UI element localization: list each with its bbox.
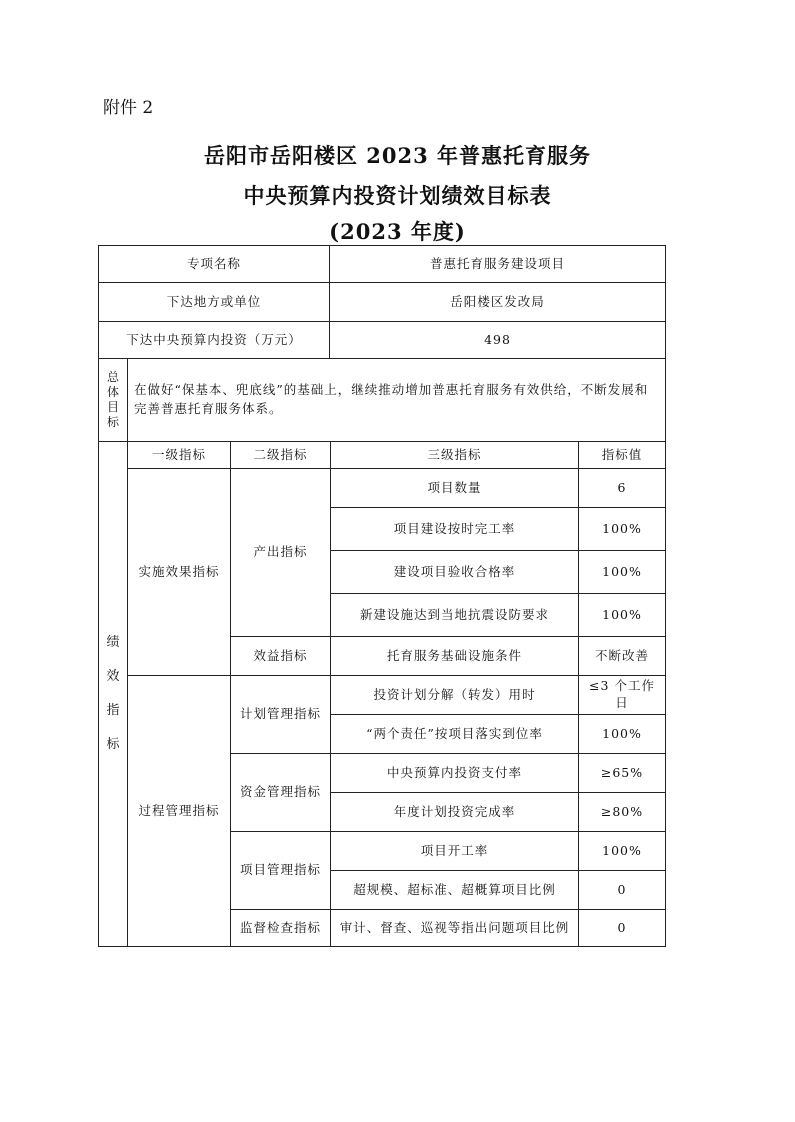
performance-target-table — [98, 245, 666, 947]
indicators-side-label — [98, 441, 128, 947]
header-level1: 一级指标 — [127, 441, 231, 469]
title-line-3: (2023 年度) — [329, 219, 466, 244]
indicator-value: 0 — [578, 870, 666, 910]
investment-label: 下达中央预算内投资（万元） — [98, 321, 330, 359]
indicator-name: 托育服务基础设施条件 — [330, 636, 579, 676]
investment-value: 498 — [329, 321, 666, 359]
indicator-name: 建设项目验收合格率 — [330, 550, 579, 594]
unit-value: 岳阳楼区发改局 — [329, 282, 666, 322]
indicator-name: 审计、督查、巡视等指出问题项目比例 — [330, 909, 579, 947]
indicator-name: 项目建设按时完工率 — [330, 507, 579, 551]
indicators-label-char: 效 — [106, 669, 120, 685]
group-output: 产出指标 — [230, 468, 331, 637]
title-line-1: 岳阳市岳阳楼区 2023 年普惠托育服务 — [203, 143, 592, 168]
indicator-name: 新建设施达到当地抗震设防要求 — [330, 593, 579, 637]
header-level3: 三级指标 — [330, 441, 579, 469]
indicator-value: 6 — [578, 468, 666, 508]
indicator-value: 100% — [578, 507, 666, 551]
project-name-value: 普惠托育服务建设项目 — [329, 245, 666, 283]
indicator-value: ≤3 个工作日 — [578, 675, 666, 715]
indicator-name: 项目开工率 — [330, 831, 579, 871]
indicator-value: 0 — [578, 909, 666, 947]
indicator-value: ≥65% — [578, 753, 666, 793]
indicator-name: 投资计划分解（转发）用时 — [330, 675, 579, 715]
indicator-value: 100% — [578, 593, 666, 637]
indicator-name: 年度计划投资完成率 — [330, 792, 579, 832]
indicators-label-char: 标 — [106, 736, 120, 752]
goal-text: 在做好“保基本、兜底线”的基础上，继续推动增加普惠托育服务有效供给，不断发展和完善普惠托育服务体系。 — [127, 358, 666, 442]
indicator-value: 不断改善 — [578, 636, 666, 676]
group-process-management: 过程管理指标 — [127, 675, 231, 947]
indicator-value: 100% — [578, 714, 666, 754]
indicator-name: “两个责任”按项目落实到位率 — [330, 714, 579, 754]
goal-label-char: 目 — [106, 400, 119, 414]
group-fund-management: 资金管理指标 — [230, 753, 331, 832]
group-supervision: 监督检查指标 — [230, 909, 331, 947]
group-project-management: 项目管理指标 — [230, 831, 331, 910]
indicator-value: 100% — [578, 831, 666, 871]
header-level2: 二级指标 — [230, 441, 331, 469]
group-plan-management: 计划管理指标 — [230, 675, 331, 754]
group-implementation-effect: 实施效果指标 — [127, 468, 231, 676]
group-benefit: 效益指标 — [230, 636, 331, 676]
indicator-name: 项目数量 — [330, 468, 579, 508]
goal-label-char: 体 — [106, 385, 119, 399]
project-name-label: 专项名称 — [98, 245, 330, 283]
indicator-value: 100% — [578, 550, 666, 594]
unit-label: 下达地方或单位 — [98, 282, 330, 322]
goal-label-char: 标 — [106, 415, 119, 429]
indicators-label-char: 指 — [106, 703, 120, 718]
header-value: 指标值 — [578, 441, 666, 469]
indicator-name: 中央预算内投资支付率 — [330, 753, 579, 793]
goal-label — [98, 358, 128, 442]
indicator-name: 超规模、超标准、超概算项目比例 — [330, 870, 579, 910]
goal-label-char: 总 — [106, 370, 119, 384]
title-line-2: 中央预算内投资计划绩效目标表 — [243, 183, 552, 208]
indicators-label-char: 绩 — [106, 635, 120, 651]
indicator-value: ≥80% — [578, 792, 666, 832]
attachment-label: 附件 2 — [103, 98, 154, 118]
